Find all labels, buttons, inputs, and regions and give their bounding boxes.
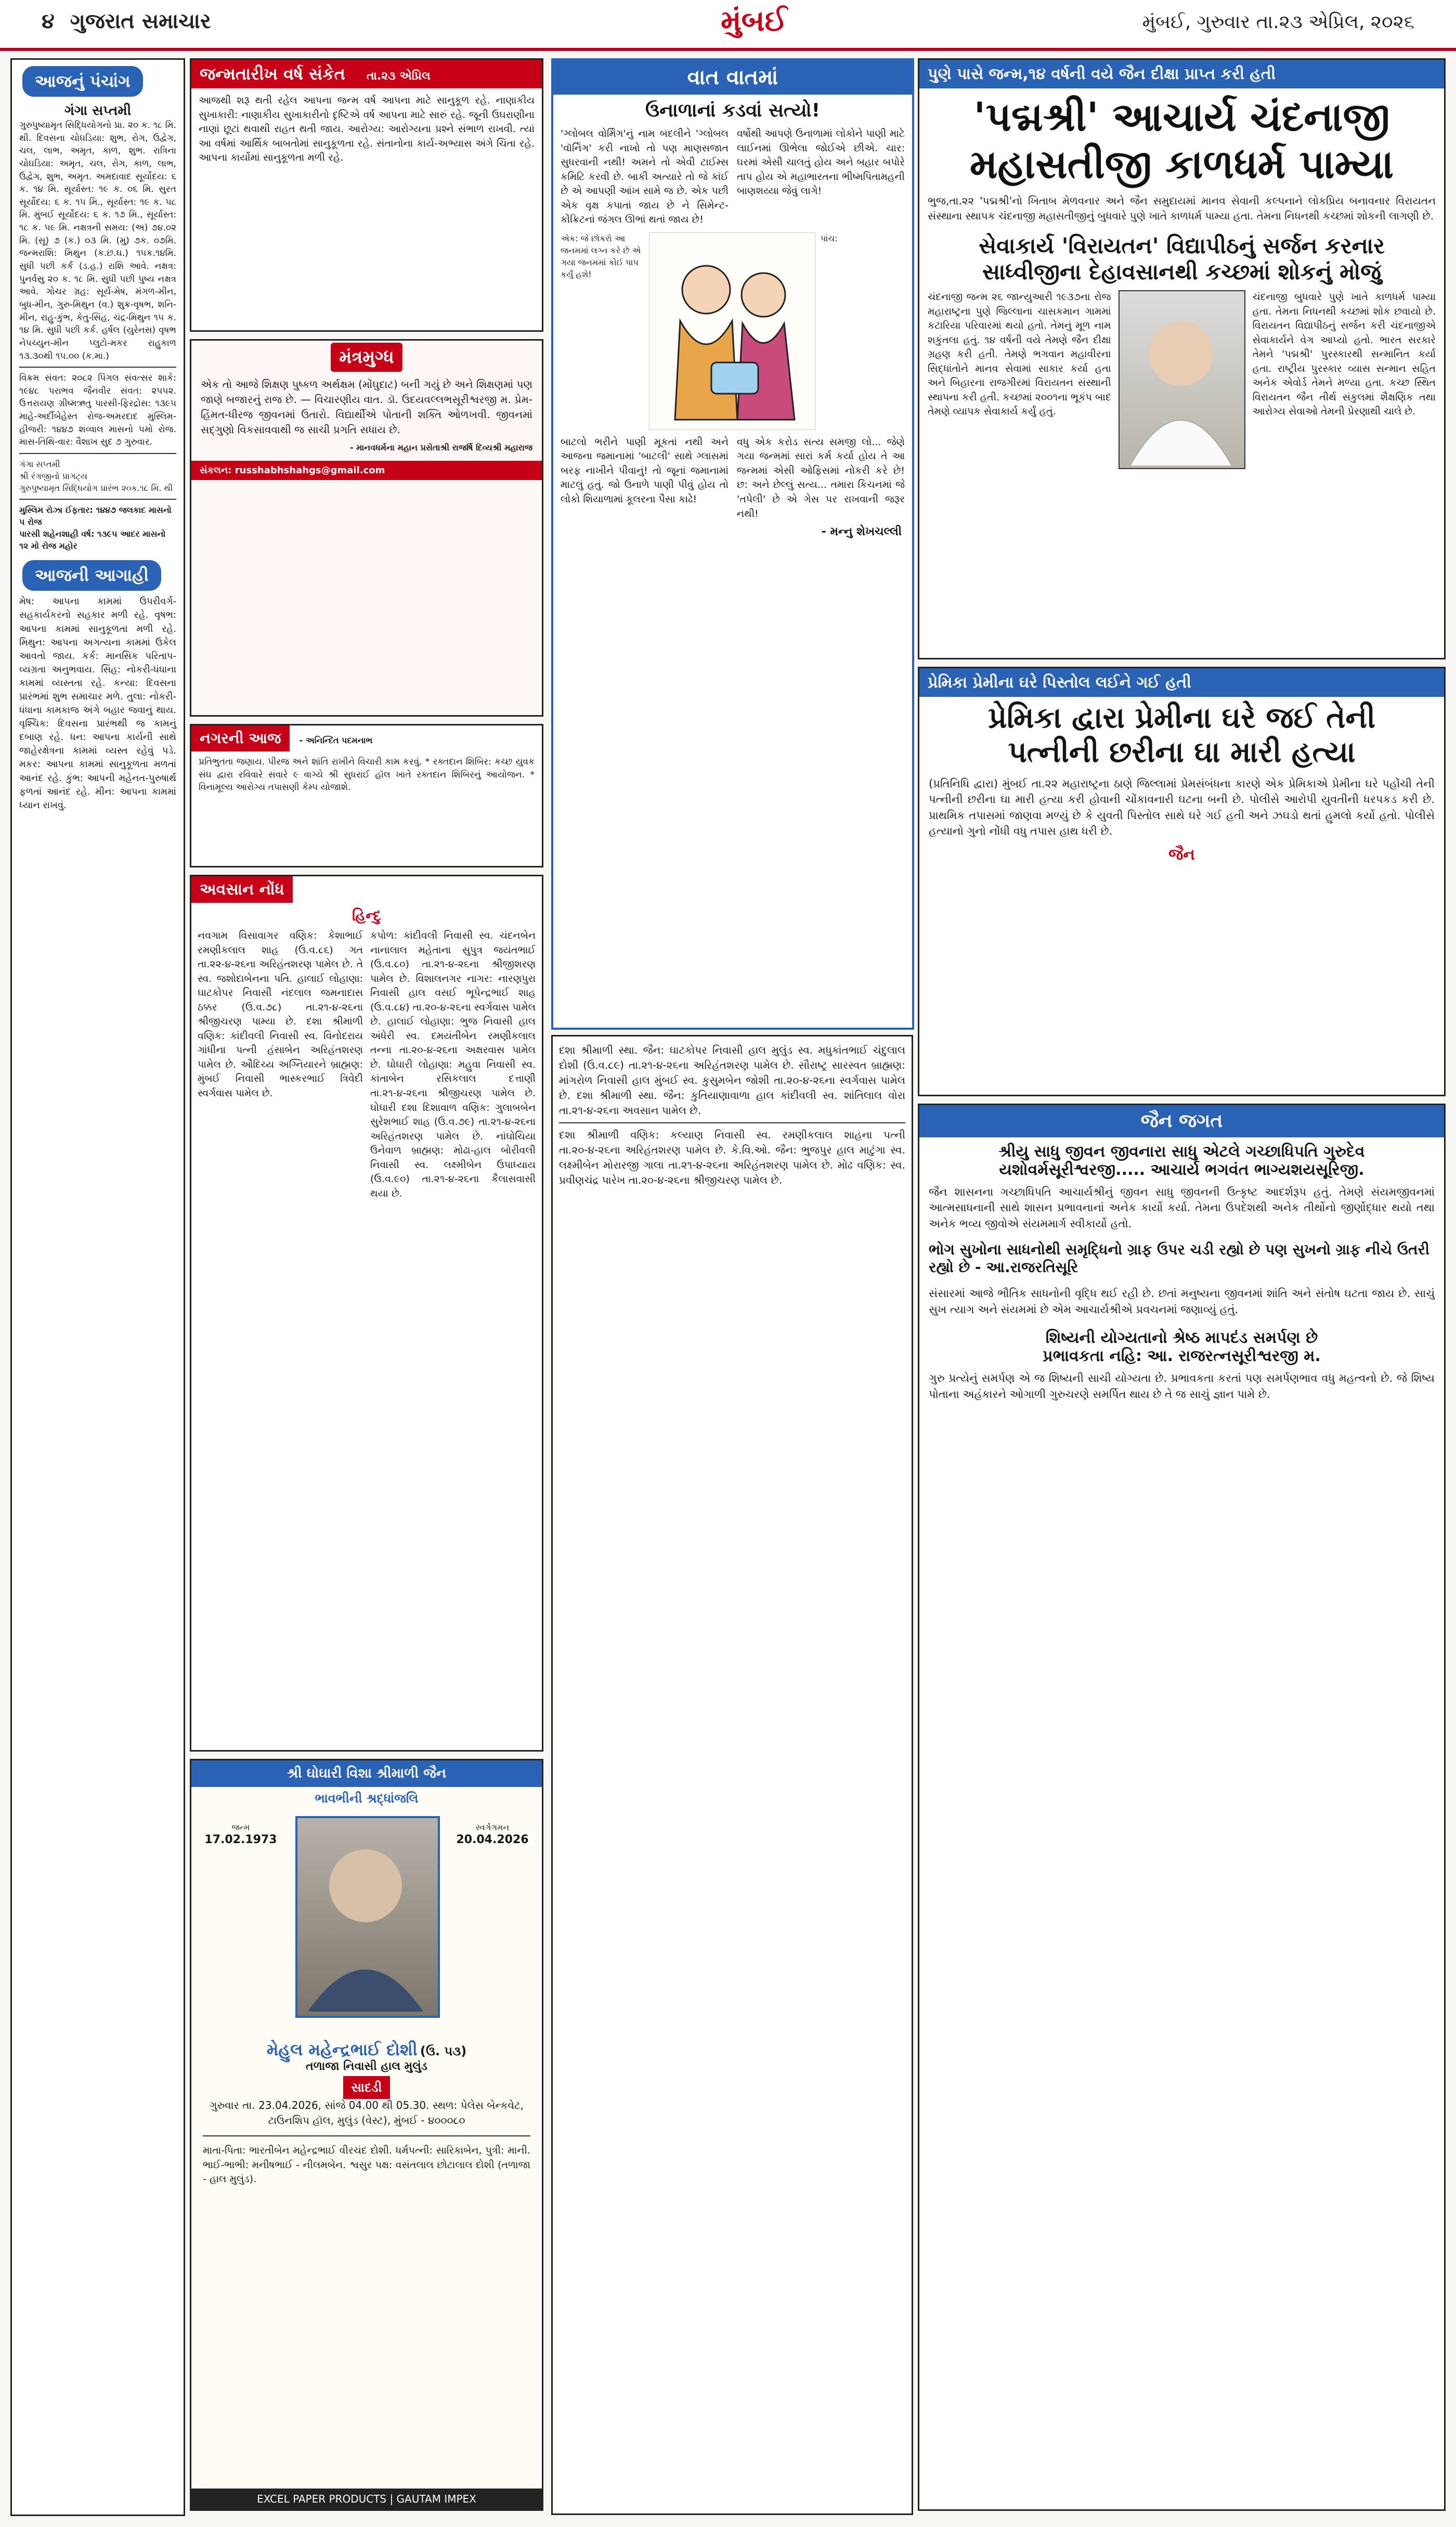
avsan-title: અવસાન નોંધ [191,876,293,903]
diwas-item-1: ગંગા સપ્તમી [19,459,60,470]
lead-headline-1: 'પદ્મશ્રી' આચાર્ય ચંદનાજી [973,94,1390,140]
jain-heading: જૈન [1168,845,1195,864]
jagat-text-c: ગુરુ પ્રત્યેનું સમર્પણ એ જ શિષ્યની સાચી યોગ્યતા છે. પ્રભાવકતા કરતાં પણ સમર્પણભાવ વધુ મહત્વનો છે. જે શિષ્ય પોતાના અહંકારને ઓગાળી ગુરુચરણે સમર્પિત થાય છે તે જ સાચું જ્ઞાન પામે છે. [929,1372,1435,1401]
panchang-column [10,58,185,2516]
jagat-heading-4: શિષ્યની યોગ્યતાનો શ્રેષ્ઠ માપદંડ સમર્પણ છે [1045,1329,1318,1347]
obit-col2-text-a: દશા શ્રીમાળી સ્થા. જૈન: ઘાટકોપર નિવાસી હાલ મુલુંડ સ્વ. મધુકાંતભાઈ ચંદુલાલ દોશી (ઉ.વ.૮૯) તા.૨૧-૪-૨૬ના અરિહંતશરણ પામેલ છે. સૌરાષ્ટ્ર સારસ્વત બ્રાહ્મણ: માંગરોળ નિવાસી હાલ મુંબઈ સ્વ. કુસુમબેન જોશી તા.૨૦-૪-૨૬ના સ્વર્ગવાસ પામેલ છે. દશા શ્રીમાળી સ્થા. જૈન: કુતિયાણાવાળા હાલ કાંદીવલી સ્વ. શાંતિલાલ વોરા તા.૨૧-૪-૨૬ના અવસાન પામેલ છે. [559,1044,905,1117]
page-number: ૪ [42,9,55,33]
vaat-title: વાત વાતમાં [553,60,912,95]
crime-story [918,667,1446,1096]
vaat-text-c: બાટલો ભરીને પાણી મૂકતાં નથી અને આજના જમાનામાં 'બાટલી' સાથે ગ્લાસમાં બરફ નાખીને પીવાનું! તો જૂનાં જમાનામાં માટલું હતું. જો ઉનાળે પાણી પીવું હોય તો લોકો શિયાળામાં કૂલરના પૈસા કાઢે! [561,436,729,506]
birth-block [202,1821,280,1846]
lead-intro: ભુજ,તા.૨૨ 'પદ્મશ્રી'નો ખિતાબ મેળવનાર અને જૈન સમુદાયમાં માનવ સેવાની કલ્પનાને લોકપ્રિય બનાવનાર વિરાયતન સંસ્થાના સ્થાપક ચંદનાજી મહાસતીજીનું બુધવારે પુણે ખાતે કાળધર્મ પામ્યા હતા. તેમના નિધનથી કચ્છમાં શોકની લાગણી છે. [928,195,1436,222]
crime-headline-2: પત્નીની છરીના ઘા મારી હત્યા [1008,735,1356,769]
jain-jagat-box [918,1104,1446,2511]
lead-headline-2: મહાસતીજી કાળધર્મ પામ્યા [969,141,1394,187]
birth-date: 17.02.1973 [204,1833,277,1847]
diwas-item-3: ગુરુપુષ્યામૃત સિદ્ધિયોગ પ્રારંભ ૨૦ક.૧૮ મિ. થી [19,483,173,494]
lead-story [918,58,1446,659]
nagarni-title: નગરની આજ [191,725,290,751]
janmatarikh-box [190,58,543,332]
news-column [918,58,1446,2513]
family-text: માતા-પિતા: ભારતીબેન મહેન્દ્રભાઈ વીરચંદ દોશી. ધર્મપત્ની: સારિકાબેન, પુત્રી: માની. ભાઈ-ભાભી: મનીષભાઈ - નીલમબેન. શ્વસુર પક્ષ: વસંતલાલ છોટાલાલ દોશી (તળાજા - હાલ મુલુંડ). [203,2145,530,2185]
avsan-box [190,875,543,1752]
janmatarikh-header [191,60,542,88]
death-date: 20.04.2026 [456,1833,529,1847]
panchang-text: ગુરુપુષ્યામૃત સિદ્ધિયોગનો પ્રા. ૨૦ ક. ૧૮ મિ. થી. દિવસના ચોઘડિયા: શુભ, રોગ, ઉદ્વેગ, ચલ, લાભ, અમૃત, કાળ, શુભ. રાત્રિના ચોઘડિયા: અમૃત, ચલ, રોગ, કાળ, લાભ, ઉદ્વેગ, શુભ, અમૃત. અમદાવાદ સૂર્યોદય: ૬ ક. ૧૪ મિ. સૂર્યાસ્ત: ૧૯ ક. ૦૬ મિ. સુરત સૂર્યોદય: ૬ ક. ૧૫ મિ., સૂર્યાસ્ત: ૧૯ ક. ૫૮ મિ. મુંબઈ સૂર્યોદય: ૬ ક. ૧૭ મિ., સૂર્યાસ્ત: ૧૮ ક. ૫૯ મિ. નક્ષત્રની સમય: (અ) ૭૪.૦૨ મિ. (સૂ) ૭ (ક.) ૦૩ મિ. (મુ) ૭ક. ૦૭મિ. જન્મરાશિ: મિથુન (ક.છ.ઘ.) ૧૫ક.૧૪મિ. સુધી પછી કર્ક (ડ.હ.) રાશિ આવે. નક્ષત્ર: પુનર્વસુ ૨૦ ક. ૧૮ મિ. સુધી પછી પુષ્ય નક્ષત્ર આવે. ગોચર ગ્રહ: સૂર્ય-મેષ, મંગળ-મીન, બુધ-મીન, ગુરુ-મિથુન (વ.) શુક્ર-વૃષભ, શનિ-મીન, રાહુ-કુંભ, કેતુ-સિંહ, ચંદ્ર-મિથુન ૧૫ ક. ૧૪ મિ. સુધી પછી કર્ક. હર્ષલ (યુરેનસ) વૃષભ નેપચ્યુન-મીન પ્લુટો-મકર રાહુકાળ ૧૩.૩૦થી ૧૫.૦૦ (ક.મા.) [19,120,176,361]
second-column [190,58,543,2513]
janmatarikh-text: આજથી શરૂ થતી રહેલ આપના જન્મ વર્ષ આપના માટે સાનુકૂળ રહે. નાણાકીય સુખાકારી: નાણાકીય સુખાકારીનો દૃષ્ટિએ વર્ષ આપના માટે સારું રહે. જૂની ઉઘરાણીના નાણાં છૂટાં થવાથી રાહત થતી જાય. આરોગ્ય: આરોગ્યના પ્રશ્ને સંભાળ રાખવી. ત્યાં આ વર્ષમાં આર્થિક બાબતોમાં સાનુકૂળતા રહે. સંતાનોના કાર્ય-અભ્યાસ અંગે ચિંતા રહે. આપના કાર્યોમાં સાનુકૂળતા મળી રહે. [199,95,535,164]
obit-column-2 [551,1035,913,2515]
prayer-subtitle: ભાવભીની શ્રદ્ધાંજલિ [315,1791,419,1806]
sub-headline-1: સેવાકાર્ય 'વિરાયતન' વિદ્યાપીઠનું સર્જન કરનાર [979,233,1385,258]
paper-name: ગુજરાત સમાચાર [70,9,211,33]
mantra-text: એક તો આજે શિક્ષણ પુષ્કળ અર્થક્ષમ (મોંઘુદાટ) બની ગયું છે અને શિક્ષણમાં પણ જાણે બજારનું રાજ છે. — વિચારણીય વાત. ડૉ. ઉદયવલ્લભસૂરીશ્વરજી મ. પ્રેમ-હિંમત-ધીરજ જીવનમાં ઉતારો. વિદ્યાર્થીએ પોતાની શક્તિ ઓળખવી. જીવનમાં સદ્ગુણો વિકસાવવાથી જ સાચી પ્રગતિ સધાય છે. [201,378,532,436]
nun-photo [1119,290,1245,469]
parsi-note: પારસી શહેનશાહી વર્ષ: ૧૩૯૫ આદર માસનો ૧૨ મો રોજ મહોર [19,528,166,551]
diwas-item-2: શ્રી રંગજીનો પ્રાગટ્ય [19,471,88,482]
vaat-text-a: 'ગ્લોબલ વોર્મિંગ'નું નામ બદલીને 'ગ્લોબલ 'વૉર્નિંગ' કરી નાખો તો પણ માણસજાત સુધરવાની નથી! અમને તો એવી ટાઈમ્સ કમિટિ કરવી છે. બાકી અત્યારે તો જે કાંઈ છે એ આપણી આંખ સામે જ છે. એક પછી એક વૃક્ષ કપાતાં જાય છે ને સિમેન્ટ-કોંક્રિટનાં જંગલ ઊભાં થતાં જાય છે! [561,128,729,226]
nagarni-text: પ્રતિભુતતા જણાય. પીરજ અને શાંતિ રાખીને વિચારી કામ કરવું. * રક્તદાન શિબિર: કચ્છ યુવક સંઘ દ્વારા રવિવારે સવારે ૯ વાગ્યે શ્રી સુધરાઈ હૉલ ખાતે રક્તદાન શિબિરનું આયોજન. * વિનામૂલ્ય આરોગ્ય તપાસણી કેમ્પ યોજાશે. [199,757,535,793]
death-block [453,1821,531,1846]
sadadi-label: સાદડી [343,2076,391,2099]
janmatarikh-date: તા.૨૩ એપ્રિલ [366,70,431,83]
cartoon-illustration [649,232,815,430]
jagat-heading-2: યશોવર્મસૂરીશ્વરજી..... આચાર્ય ભગવંત ભાગ્યશયસૂરિજી. [999,1161,1364,1179]
samvat-text: વિક્રમ સંવત: ૨૦૮૨ પિંગલ સંવત્સર શાકે: ૧૯૪૮ પરાભવ જૈનવીર સંવત: ૨૫૫૨. ઉત્તરાયણ ગ્રીષ્મઋતુ પારસી-ફિરદ્રોસ: ૧૩૯૫ માહે-અર્દીબેહેસ્ત રોજ-અમરદાદ મુસ્લિમ-હીજરી: ૧૪૪૭ શવ્વાલ માસનો ૫મો રોજ. માસ-તિથિ-વાર: વૈશાખ સુદ ૭ ગુરુવાર. [19,373,176,448]
nun-silhouette-icon [1120,291,1242,466]
birth-label: જન્મ [231,1822,250,1832]
forecast-text: મેષ: આપના કામમાં ઉપરીવર્ગ-સહકાર્યકરનો સહકાર મળી રહે. વૃષભ: આપના કામમાં સાનુકૂળતા મળી રહે. મિથુન: આપના અગત્યના કામમાં ઉકેલ આવતો જાય. કર્ક: માનસિક પરિતાપ-વ્યગ્રતા અનુભવાય. સિંહ: નોકરી-ધંધાના કામમાં વ્યસ્તતા રહે. કન્યા: દિવસના પ્રારંભમાં શુભ સમાચાર મળે. તુલા: નોકરી-ધંધાના કામકાજ અંગે બહાર જવાનું થાય. વૃશ્ચિક: દિવસના પ્રારંભથી જ કામનું દબાણ રહે. ધન: આપના કાર્યની સાથે જાહેરક્ષેત્રના કામમાં વ્યસ્ત રહેવું પડે. મકર: આપના કામમાં સાનુકૂળતા મળતાં આનંદ રહે. કુંભ: આપની મહેનત-પુરુષાર્થ ફળતાં આનંદ રહે. મીન: આપના કામમાં ધ્યાન રાખવું. [19,596,176,811]
prayer-ad [190,1759,543,2511]
hindu-heading: હિન્દુ [352,907,381,924]
vaat-heading: ઉનાળાનાં કડવાં સત્યો! [645,100,820,121]
jagat-heading-5: પ્રભાવકતા નહિ: આ. રાજરત્નસૂરીશ્વરજી મ. [1043,1347,1321,1366]
muslim-note: મુસ્લિમ રોઝા ઈફતાર: ૧૪૪૭ જલકાદ માસનો પ રોજ [19,504,172,527]
crime-text: (પ્રતિનિધિ દ્વારા) મુંબઈ તા.૨૨ મહારાષ્ટ્રના ઠાણે જિલ્લામાં પ્રેમસંબંધના કારણે એક પ્રેમિકાએ પ્રેમીના ઘરે પહોંચી તેની પત્નીની છરીના ઘા મારી હત્યા કરી હોવાની ચોંકાવનારી ઘટના બની છે. પોલીસે આરોપી યુવતીની ધરપકડ કરી છે. પ્રાથમિક તપાસમાં જાણવા મળ્યું છે કે યુવતી પિસ્તોલ સાથે ઘરે ગઈ હતી અને ઝઘડો થતાં હુમલો કર્યો હતો. પોલીસે હત્યાનો ગુનો નોંધી વધુ તપાસ હાથ ધરી છે. [929,777,1435,838]
jain-jagat-title: જૈન જગત [919,1105,1444,1137]
jagat-text-a: જૈન શાસનના ગચ્છાધિપતિ આચાર્યશ્રીનું જીવન સાધુ જીવનની ઉત્કૃષ્ટ આદર્શરૂપ હતું. તેમણે સંયમજીવનમાં આત્મસાધનાની સાથે શાસન પ્રભાવનાનાં અનેક કાર્યો કર્યા. તેમના ઉપદેશથી અનેક તીર્થોનો જીર્ણોદ્ધાર થયો તથા અનેક ભવ્ય જીવોએ સંયમમાર્ગ સ્વીકાર્યો હતો. [929,1186,1435,1230]
person-name: મેહુલ મહેન્દ્રભાઈ દોશી [266,2040,418,2059]
jagat-heading-3: ભોગ સુખોના સાધનોથી સમૃદ્ધિનો ગ્રાફ ઉપર ચડી રહ્યો છે પણ સુખનો ગ્રાફ નીચે ઉતરી રહ્યો છે - આ.રાજરતિસૂરિ [929,1241,1430,1276]
lead-body-left: ચંદનાજી જન્મ ૨૬ જાન્યુઆરી ૧૯૩૭ના રોજ મહારાષ્ટ્રના પુણે જિલ્લાના ચાસકમાન ગામમાં કટારિયા પરિવારમાં થયો હતો. તેમનું મૂળ નામ શકુંતલા હતું. ૧૪ વર્ષની વયે તેમણે જૈન દીક્ષા ગ્રહણ કરી હતી. તેમણે ભગવાન મહાવીરના સિદ્ધાંતોને માનવ સેવામાં સાકાર કર્યા હતા અને બિહારના રાજગીરમાં વિરાયતન સંસ્થાની સ્થાપના કરી હતી. કચ્છમાં ૨૦૦૧ના ભૂકંપ બાદ તેમણે વ્યાપક સેવાકાર્ય કર્યું હતું. [928,291,1111,418]
contact-email: સંકલન: russhabhshahgs@gmail.com [191,461,542,480]
sub-headline-2: સાધ્વીજીના દેહાવસાનથી કચ્છમાં શોકનું મોજું [982,259,1381,284]
saptami-label: ગંગા સપ્તમી [64,103,132,119]
paper-masthead [42,9,211,33]
crime-headline-1: પ્રેમિકા દ્વારા પ્રેમીના ઘરે જઈ તેની [987,701,1376,735]
prayer-title: શ્રી ઘોઘારી વિશા શ્રીમાળી જૈન [191,1760,542,1787]
crime-kicker: પ્રેમિકા પ્રેમીના ઘરે પિસ્તોલ લઈને ગઈ હતી [919,668,1444,697]
jagat-text-b: સંસારમાં આજે ભૌતિક સાધનોની વૃદ્ધિ થઈ રહી છે. છતાં મનુષ્યના જીવનમાં શાંતિ અને સંતોષ ઘટતા જાય છે. સાચું સુખ ત્યાગ અને સંયમમાં છે એમ આચાર્યશ્રીએ પ્રવચનમાં જણાવ્યું હતું. [929,1287,1435,1316]
obit-mid: કપોળ: કાંદીવલી નિવાસી સ્વ. ચંદનબેન નાનાલાલ મહેતાના સુપુત્ર જયંતભાઈ (ઉ.વ.૮૦) તા.૨૧-૪-૨૬ના શ્રીજીશરણ પામેલ છે. વિશાલનગર નાગર: નારણપુરા નિવાસી હાલ વસઈ ભૂપેન્દ્રભાઈ શાહ (ઉ.વ.૮૪) તા.૨૦-૪-૨૬ના સ્વર્ગવાસ પામેલ છે. હાલાઈ લોહાણા: ભુજ નિવાસી હાલ અંધેરી સ્વ. દમયંતીબેન રમણીકલાલ તન્ના તા.૨૦-૪-૨૬ના અક્ષરવાસ પામેલ છે. ઘોઘારી લોહાણા: મહુવા નિવાસી સ્વ. કાંતાબેન રસિકલાલ દત્તાણી તા.૨૧-૪-૨૬ના શ્રીજીચરણ પામેલ છે. ઘોઘારી દશા દિશાવાળ વણિક: ગુલાબબેન સુરેશભાઈ શાહ (ઉ.વ.૭૯) તા.૨૧-૪-૨૬ના અરિહંતશરણ પામેલ છે. નાંઘોચિયા ઉનેવાળ બ્રાહ્મણ: મોઢા-હાલ બોરીવલી નિવાસી સ્વ. લક્ષ્મીબેન ઉપાધ્યાય (ઉ.વ.૯૦) તા.૨૧-૪-૨૬ના કૈલાસવાસી થયા છે. [370,930,536,1199]
panchang-title: આજનું પંચાંગ [22,66,143,97]
mantra-title: મંત્રમુગ્ધ [331,343,402,372]
lead-body-right: ચંદનાજી બુધવારે પુણે ખાતે કાળધર્મ પામ્યા હતા. તેમના નિધનથી કચ્છમાં શોક છવાયો છે. વિરાયતન વિદ્યાપીઠનું સર્જન કરી ચંદનાજીએ સેવાકાર્યને વેગ આપ્યો હતો. ભારત સરકારે તેમને 'પદ્મશ્રી' પુરસ્કારથી સન્માનિત કર્યા હતા. રાષ્ટ્રીય પુરસ્કાર વ્યાસ સન્માન સહિત અનેક એવોર્ડ તેમને મળ્યા હતા. કચ્છ સ્થિત વિરાયતન જૈન તીર્થ સંકુલમાં શૈક્ષણિક તથા આરોગ્ય સેવાઓ તેમની પ્રેરણાથી ચાલે છે. [1252,291,1436,418]
vaat-column [551,58,914,1030]
vaat-author: - મન્નુ શેખચલ્લી [821,525,902,539]
lead-kicker: પુણે પાસે જન્મ,૧૪ વર્ષની વયે જૈન દીક્ષા પ્રાપ્ત કરી હતી [919,60,1444,88]
nagarni-box [190,724,543,867]
city-label: મુંબઈ [721,4,787,38]
person-age: (ઉ. ૫૩) [420,2044,467,2058]
person-photo [295,1816,440,2018]
death-label: સ્વર્ગગમન [475,1822,510,1832]
person-village: તળાજા નિવાસી હાલ મુલુંડ [306,2060,427,2073]
vaat-caption-2: પાંચ: [821,233,838,243]
person-silhouette-icon [297,1818,434,2012]
nagarni-subtitle: - અનિન્દિત પદમનાભ [299,735,373,745]
vaat-text-d: વધુ એક કરોડ સત્ય સમજી લો... જેણે ગયા જન્મમાં સારાં કર્મ કર્યા હોય તે આ જન્મમાં એસી ઓફિસમાં નોકરી કરે છે! છ: અને છેલ્લું સત્ય... તમારા કિચનમાં જે 'તપેલી' છે એ ગેસ પર રાખવાની જરૂર નથી! [737,436,905,520]
mantra-box [190,339,543,717]
forecast-title: આજની આગાહી [22,560,161,591]
vaat-caption-1: એક: જે છોકરો આ જનમમાં લગ્ન કરે છે એ ગયા જનમમાં કોઈ પાપ કર્યું હશે! [561,233,641,280]
date-line: મુંબઈ, ગુરુવાર તા.૨૩ એપ્રિલ, ૨૦૨૬ [1142,11,1414,33]
sadadi-text: ગુરુવાર તા. 23.04.2026, સાંજે 04.00 થી 05.30. સ્થળ: પેલેસ બેન્કવેટ, ટાઉનશિપ હૉલ, મુલુંડ (વેસ્ટ), મુંબઈ - ૪૦૦૦૮૦ [209,2099,524,2127]
janmatarikh-title: જન્મતારીખ વર્ષ સંકેત [200,64,345,84]
vaat-text-b: વર્ષોથી આપણે ઉનાળામાં લોકોને પાણી માટે લાઈનમાં ઊભેલા જોઈએ છીએ. ચાર: ઘરમાં એસી ચાલતું હોય અને બહાર બપોરે તાપ હોય એ મહાભારતના ભીષ્મપિતામહની બાણશય્યા જેવું લાગે! [737,128,905,197]
obit-left: નવગામ વિસાવાગર વણિક: કેશાભાઈ રમણીકલાલ શાહ (ઉ.વ.૮૬) ગત તા.૨૨-૪-૨૬ના અરિહંતશરણ પામેલ છે. તે સ્વ. જશોદાબેનના પતિ. હાલાઈ લોહાણા: ઘાટકોપર નિવાસી નંદલાલ જમનાદાસ ઠક્કર (ઉ.વ.૭૮) તા.૨૧-૪-૨૬ના શ્રીજીચરણ પામ્યા છે. દશા શ્રીમાળી વણિક: કાંદીવલી નિવાસી સ્વ. વિનોદરાય ગાંધીના પત્ની હંસાબેન અરિહંતશરણ પામેલ છે. ઔદિચ્ય અગ્નિયારને બ્રાહ્મણ: મુંબઈ નિવાસી ભાસ્કરભાઈ ત્રિવેદી સ્વર્ગવાસ પામેલ છે. [198,930,363,1099]
ad-footer: EXCEL PAPER PRODUCTS | GAUTAM IMPEX [191,2489,542,2509]
obit-col2-text-b: દશા શ્રીમાળી વણિક: કલ્યાણ નિવાસી સ્વ. રમણીકલાલ શાહના પત્ની તા.૨૦-૪-૨૬ના અરિહંતશરણ પામેલ છે. કે.વિ.ઓ. જૈન: ભુજપુર હાલ માટુંગા સ્વ. લક્ષ્મીબેન મોરારજી ગાલા તા.૨૧-૪-૨૬ના અરિહંતશરણ પામેલ છે. મોઢ વણિક: સ્વ. પ્રવીણચંદ્ર પારેખ તા.૨૦-૪-૨૬ના શ્રીજીચરણ પામેલ છે. [559,1129,905,1186]
page-header [0,0,1456,51]
mantra-credit: - માનવધર્મના મહાન પ્રસેતાશ્રી રાજર્ષિ દિવ્યશ્રી મહારાજ [349,443,532,452]
jagat-heading-1: શ્રીયુ સાધુ જીવન જીવનારા સાધુ એટલે ગચ્છાધિપતિ ગુરુદેવ [998,1143,1365,1161]
